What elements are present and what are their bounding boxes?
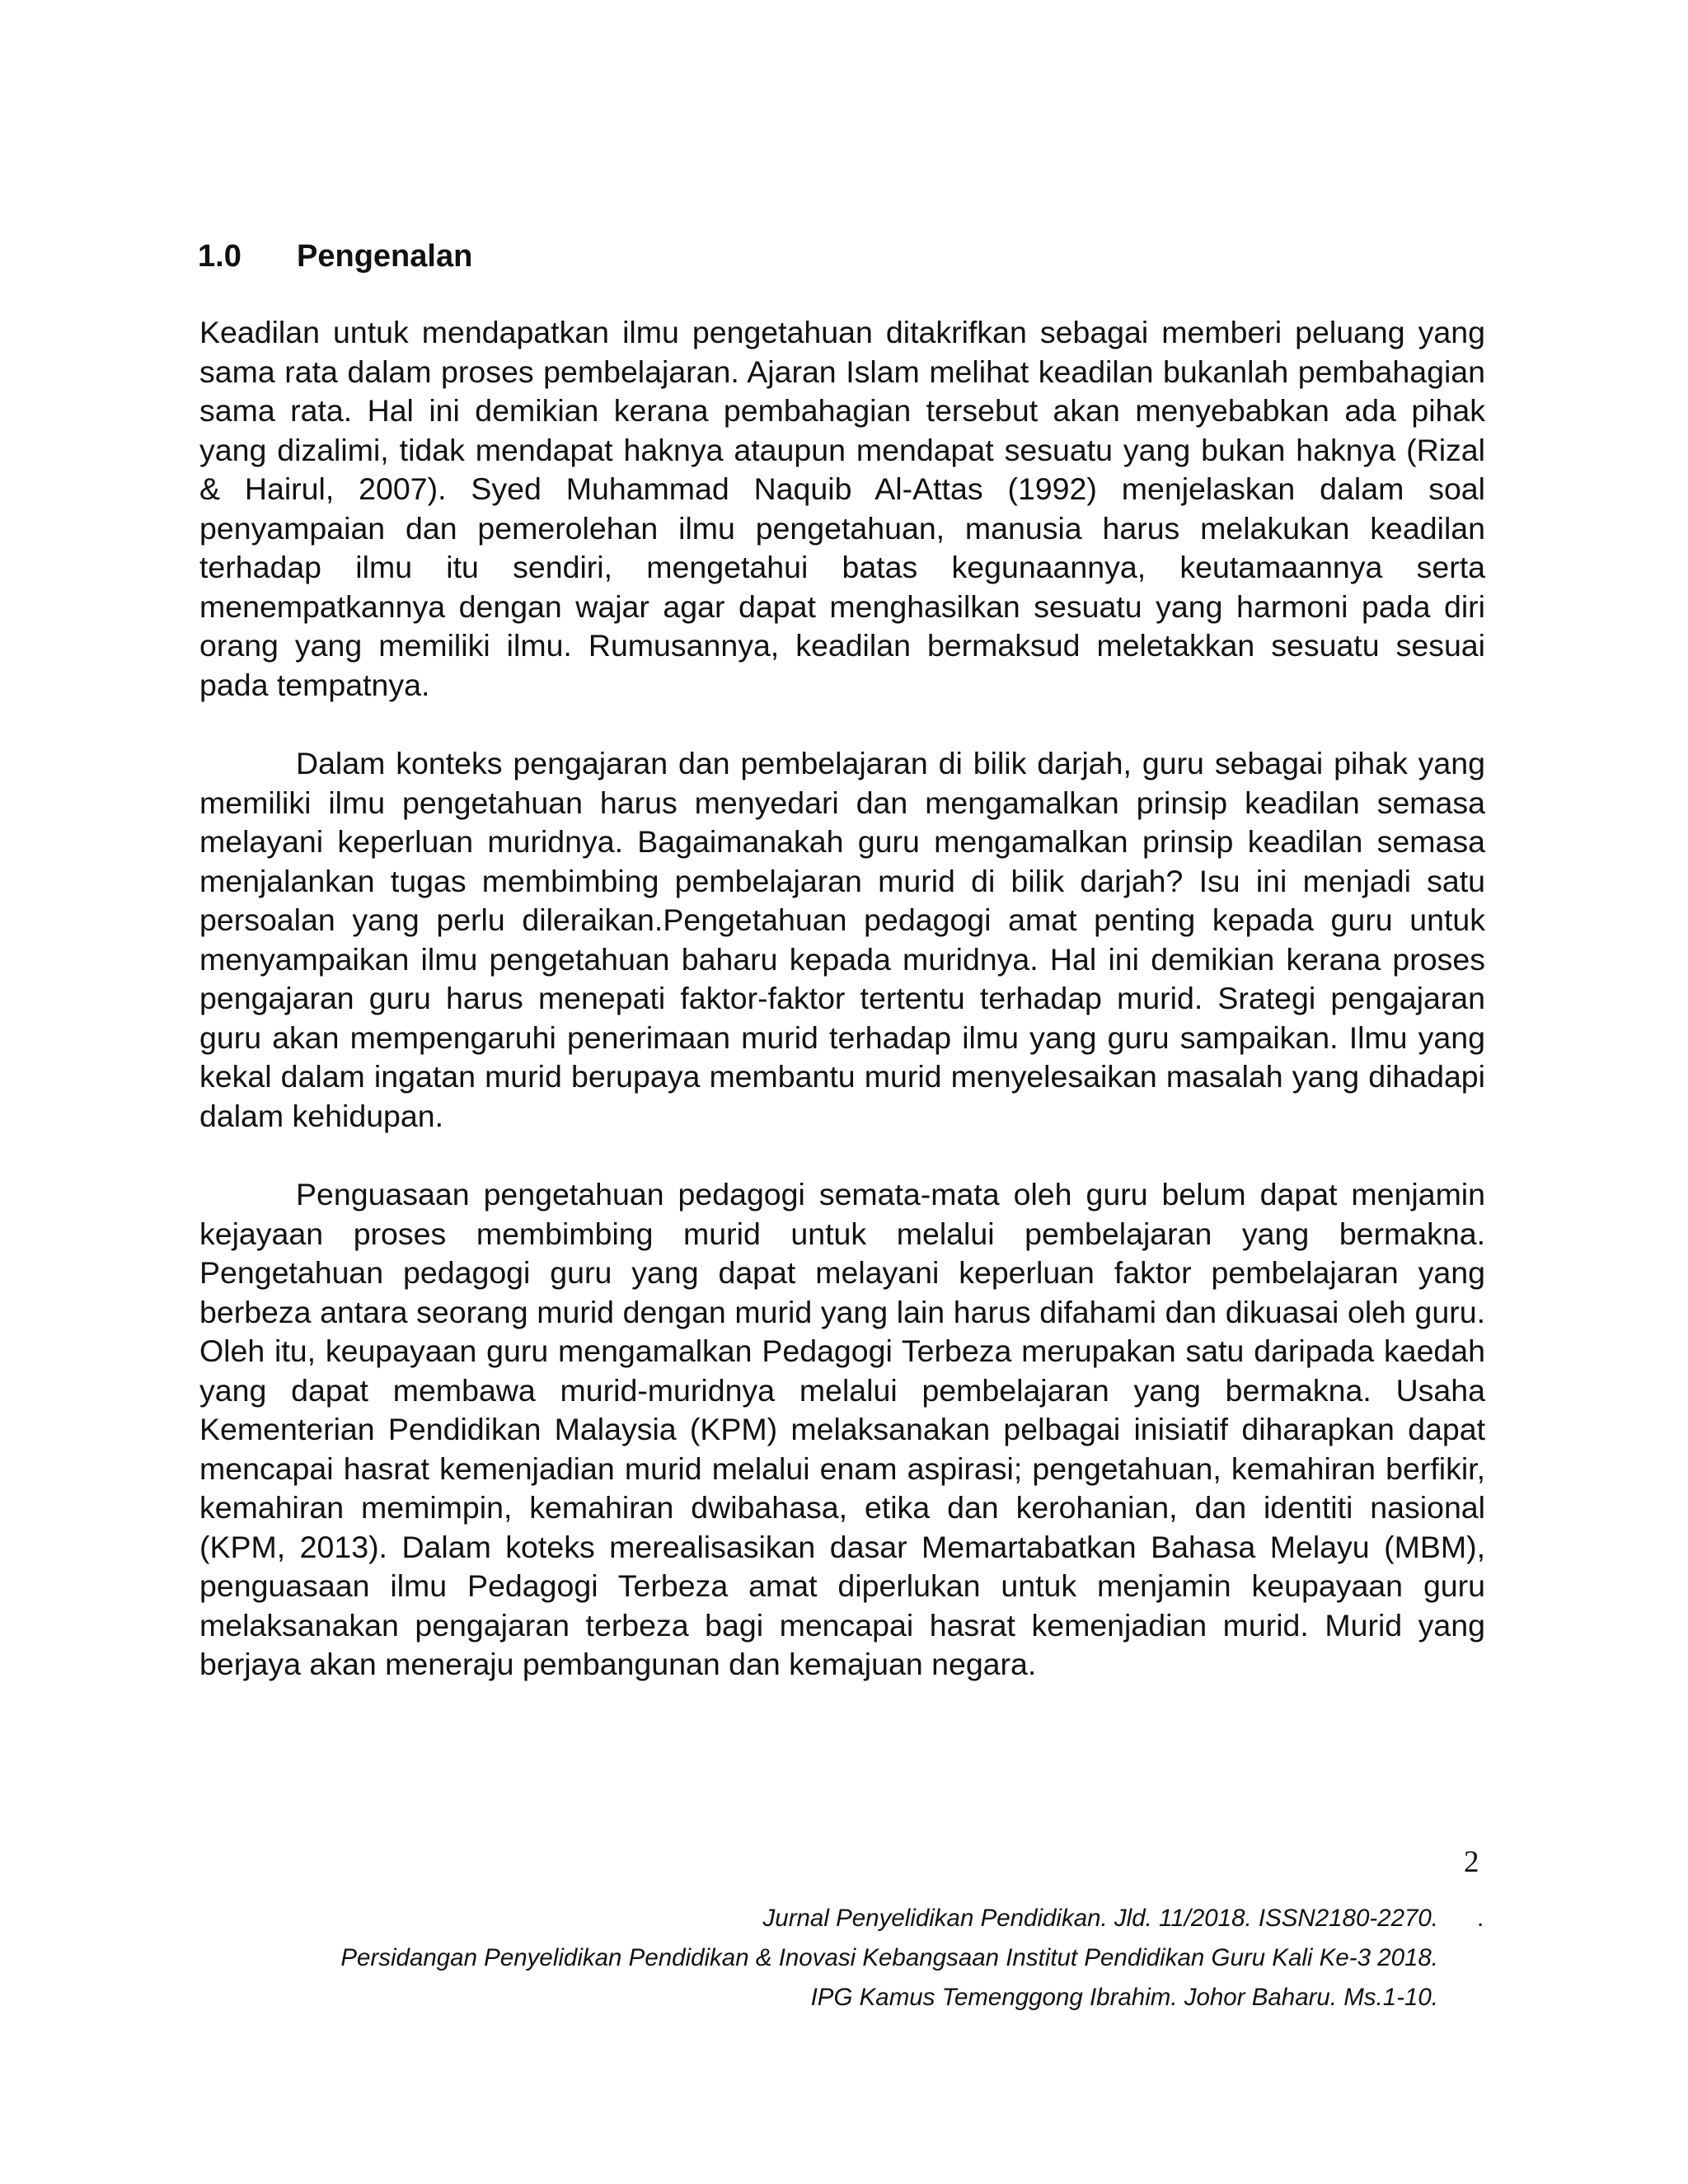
page-number: 2: [1464, 1845, 1479, 1879]
section-title: Pengenalan: [297, 239, 473, 274]
paragraph-3: Penguasaan pengetahuan pedagogi semata-mata oleh guru belum dapat menjamin kejayaan proses membimbing murid untuk melalui pembelajaran yang bermakna. Pengetahuan pedagogi guru yang dapat melayani keperluan faktor pembelajaran yang berbeza antara seorang murid dengan murid yang lain harus difahami dan dikuasai oleh guru. Oleh itu, keupayaan guru mengamalkan Pedagogi Terbeza merupakan satu daripada kaedah yang dapat membawa murid-muridnya melalui pembelajaran yang bermakna. Usaha Kementerian Pendidikan Malaysia (KPM) melaksanakan pelbagai inisiatif diharapkan dapat mencapai hasrat kemenjadian murid melalui enam aspirasi; pengetahuan, kemahiran berfikir, kemahiran memimpin, kemahiran dwibahasa, etika dan kerohanian, dan identiti nasional (KPM, 2013). Dalam koteks merealisasikan dasar Memartabatkan Bahasa Melayu (MBM), penguasaan ilmu Pedagogi Terbeza amat diperlukan untuk menjamin keupayaan guru melaksanakan pengajaran terbeza bagi mencapai hasrat kemenjadian murid. Murid yang berjaya akan meneraju pembangunan dan kemajuan negara.: [199, 1177, 1485, 1681]
paragraph-1: Keadilan untuk mendapatkan ilmu pengetahuan ditakrifkan sebagai memberi peluang yang sama rata dalam proses pembelajaran. Ajaran Islam melihat keadilan bukanlah pembahagian sama rata. Hal ini demikian kerana pembahagian tersebut akan menyebabkan ada pihak yang dizalimi, tidak mendapat haknya ataupun mendapat sesuatu yang bukan haknya (Rizal & Hairul, 2007). Syed Muhammad Naquib Al-Attas (1992) menjelaskan dalam soal penyampaian dan pemerolehan ilmu pengetahuan, manusia harus melakukan keadilan terhadap ilmu itu sendiri, mengetahui batas kegunaannya, keutamaannya serta menempatkannya dengan wajar agar dapat menghasilkan sesuatu yang harmoni pada diri orang yang memiliki ilmu. Rumusannya, keadilan bermaksud meletakkan sesuatu sesuai pada tempatnya.: [199, 315, 1485, 702]
footer-line-3: IPG Kamus Temenggong Ibrahim. Johor Baharu. Ms.1-10.: [810, 1984, 1438, 2011]
footer-trailing-dot: .: [1477, 1905, 1484, 1932]
journal-footer: [340, 1899, 1438, 2018]
footer-line-2: Persidangan Penyelidikan Pendidikan & Inovasi Kebangsaan Institut Pendidikan Guru Kali Ke-3 2018.: [340, 1944, 1438, 1971]
section-number: 1.0: [198, 239, 241, 274]
footer-line-1: Jurnal Penyelidikan Pendidikan. Jld. 11/2018. ISSN2180-2270.: [762, 1905, 1438, 1932]
section-heading: [198, 236, 472, 277]
body-text: [199, 313, 1485, 1724]
paragraph-2: Dalam konteks pengajaran dan pembelajaran di bilik darjah, guru sebagai pihak yang memiliki ilmu pengetahuan harus menyedari dan mengamalkan prinsip keadilan semasa melayani keperluan muridnya. Bagaimanakah guru mengamalkan prinsip keadilan semasa menjalankan tugas membimbing pembelajaran murid di bilik darjah? Isu ini menjadi satu persoalan yang perlu dileraikan.Pengetahuan pedagogi amat penting kepada guru untuk menyampaikan ilmu pengetahuan baharu kepada muridnya. Hal ini demikian kerana proses pengajaran guru harus menepati faktor-faktor tertentu terhadap murid. Srategi pengajaran guru akan mempengaruhi penerimaan murid terhadap ilmu yang guru sampaikan. Ilmu yang kekal dalam ingatan murid berupaya membantu murid menyelesaikan masalah yang dihadapi dalam kehidupan.: [199, 746, 1485, 1133]
